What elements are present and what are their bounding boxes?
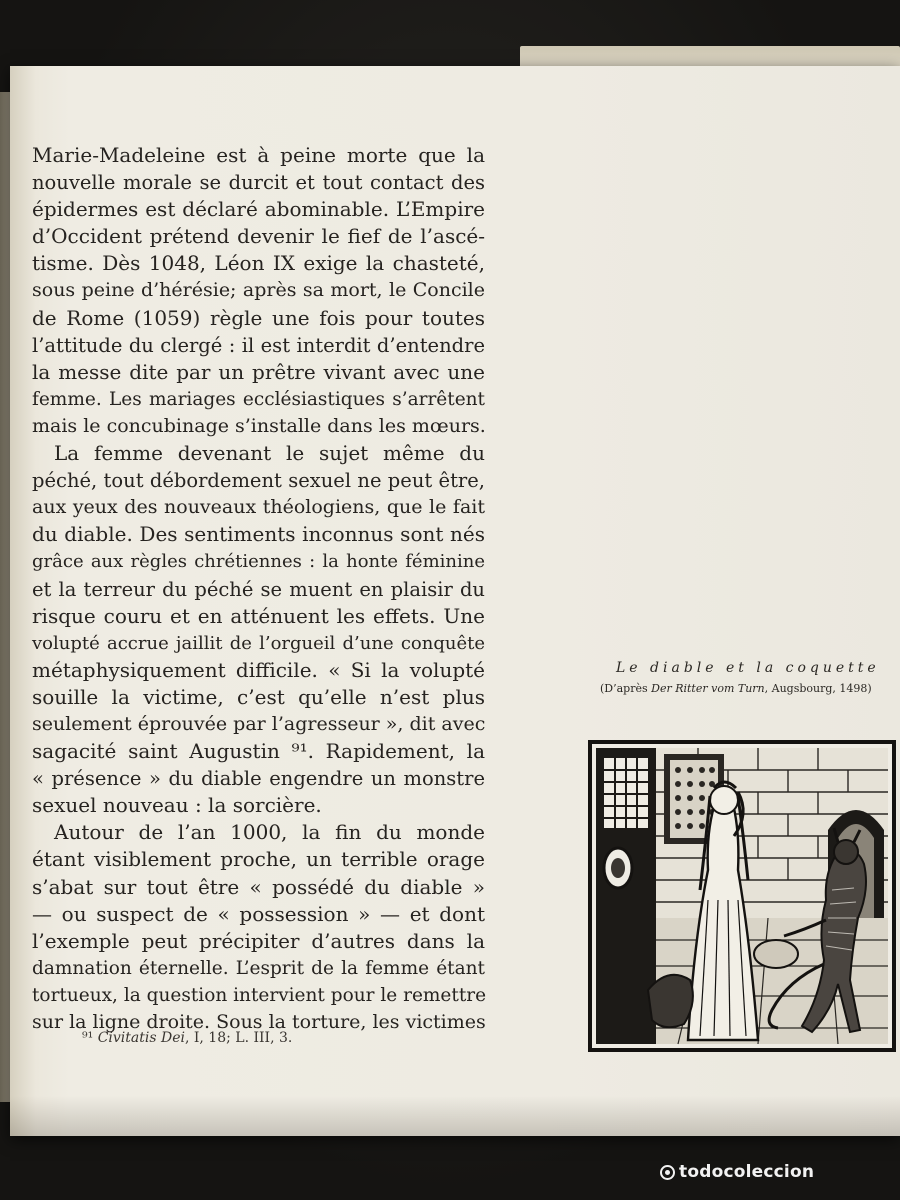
- text-line: sous peine d’hérésie; après sa mort, le Concile: [32, 279, 485, 302]
- watermark-text: todocoleccion: [679, 1162, 815, 1182]
- text-line: du diable. Des sentiments inconnus sont nés: [32, 522, 485, 547]
- page-bottom-shadow: [10, 1096, 900, 1136]
- text-line: sur la ligne droite. Sous la torture, les victimes: [32, 1011, 486, 1033]
- text-line: s’abat sur tout être « possédé du diable »: [32, 874, 485, 899]
- woodcut-illustration: [588, 740, 896, 1052]
- text-line: grâce aux règles chrétiennes : la honte féminine: [32, 551, 485, 573]
- text-line: épidermes est déclaré abominable. L’Empire: [32, 197, 485, 222]
- footnote-work: Civitatis Dei: [97, 1030, 185, 1046]
- text-line: seulement éprouvée par l’agresseur », dit avec: [32, 712, 486, 735]
- text-line: aux yeux des nouveaux théologiens, que le fait: [32, 496, 485, 519]
- text-line: souille la victime, c’est qu’elle n’est plus: [32, 684, 485, 709]
- caption-title: Le diable et la coquette: [616, 660, 880, 676]
- text-line: « présence » du diable engendre un monstre: [32, 767, 485, 791]
- footnote-reference: , I, 18; L. III, 3.: [184, 1030, 293, 1046]
- caption-source: [600, 682, 872, 695]
- text-line: volupté accrue jaillit de l’orgueil d’une conquête: [32, 632, 485, 654]
- text-line: damnation éternelle. L’esprit de la femme étant: [32, 957, 485, 979]
- caption-source-work: Der Ritter vom Turn: [651, 682, 765, 695]
- caption-source-prefix: (D’après: [600, 682, 652, 695]
- text-line: sagacité saint Augustin ⁹¹. Rapidement, la: [32, 739, 485, 764]
- text-line: nouvelle morale se durcit et tout contact des: [32, 171, 485, 195]
- text-line: d’Occident prétend devenir le fief de l’ascé-: [32, 224, 485, 249]
- footnote: [82, 1030, 292, 1046]
- text-line: métaphysiquement difficile. « Si la volupté: [32, 657, 485, 682]
- text-line: étant visiblement proche, un terrible orage: [32, 847, 485, 872]
- circle-logo-icon: [660, 1165, 675, 1180]
- text-line: Marie-Madeleine est à peine morte que la: [32, 143, 485, 167]
- text-line: femme. Les mariages ecclésiastiques s’arrêtent: [32, 388, 485, 410]
- text-line: Autour de l’an 1000, la fin du monde: [54, 820, 485, 845]
- text-line: l’attitude du clergé : il est interdit d’entendre: [32, 333, 485, 357]
- watermark: [660, 1162, 814, 1182]
- text-line: — ou suspect de « possession » — et dont: [32, 901, 485, 926]
- text-line: sexuel nouveau : la sorcière.: [32, 793, 322, 818]
- text-line: mais le concubinage s’installe dans les mœurs.: [32, 414, 486, 437]
- text-line: l’exemple peut précipiter d’autres dans la: [32, 928, 485, 953]
- text-line: La femme devenant le sujet même du: [54, 441, 485, 466]
- text-line: tisme. Dès 1048, Léon IX exige la chasteté,: [32, 251, 485, 276]
- text-line: de Rome (1059) règle une fois pour toutes: [32, 305, 485, 330]
- footnote-number: ⁹¹: [82, 1030, 94, 1046]
- body-text-column: [32, 142, 485, 1036]
- text-line: et la terreur du péché se muent en plaisir du: [32, 577, 485, 601]
- text-line: risque couru et en atténuent les effets. Une: [32, 603, 485, 628]
- text-line: péché, tout débordement sexuel ne peut être,: [32, 469, 485, 493]
- text-line: tortueux, la question intervient pour le remettre: [32, 984, 487, 1006]
- caption-source-suffix: , Augsbourg, 1498): [764, 682, 872, 695]
- text-line: la messe dite par un prêtre vivant avec une: [32, 359, 485, 384]
